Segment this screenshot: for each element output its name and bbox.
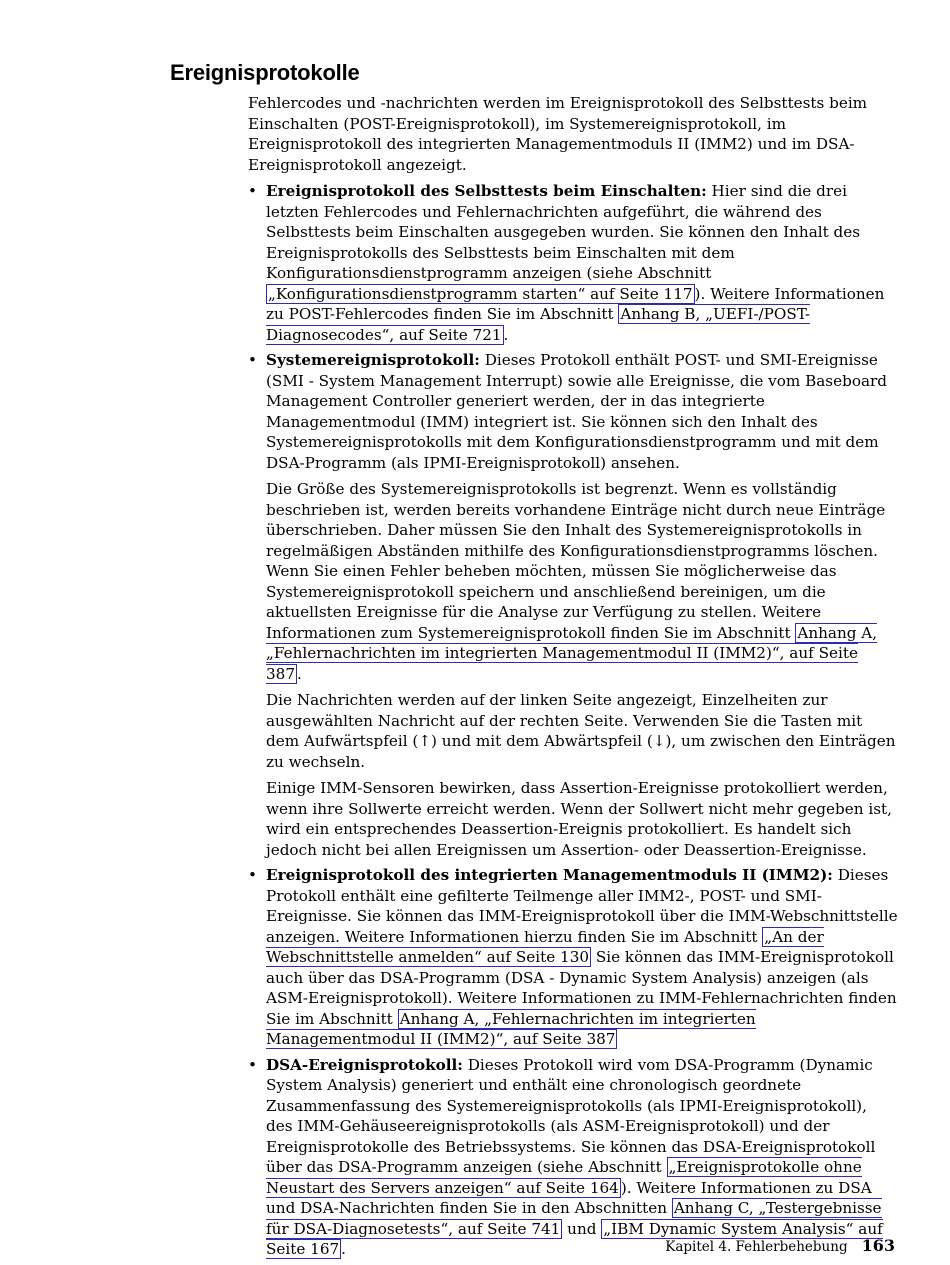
paragraph: Die Nachrichten werden auf der linken Seite angezeigt, Einzelheiten zur ausgewählten Nachricht auf der rechten Seite. Verwenden Sie die Tasten mit dem Aufwärtspfeil (↑) und mit dem Abwärtspfeil (↓), um zwischen den Einträgen zu wechseln.	[266, 691, 896, 771]
page-number: 163	[861, 1236, 895, 1255]
item-title: Systemereignisprotokoll:	[266, 351, 480, 369]
cross-reference-link[interactable]: Anhang C, „Testergebnisse für DSA-Diagnosetests“, auf Seite 741	[266, 1199, 882, 1238]
list-item-post-log: • Ereignisprotokoll des Selbsttests beim Einschalten: Hier sind die drei letzten Fehlercodes und Fehlernachrichten aufgeführt, die während des Selbsttests beim Einschalten ausgegeben wurden. Sie können den Inhalt des Ereignisprotokolls des Selbsttests beim Einschalten mit dem Konfigurationsdienstprogramm anzeigen (siehe Abschnitt „Konfigurationsdienstprogramm starten“ auf Seite 117 ). Weitere Informationen zu POST-Fehlercodes finden Sie im Abschnitt Anhang B, „UEFI-/POST-Diagnosecodes“, auf Seite 721 .	[248, 181, 898, 345]
item-title: Ereignisprotokoll des integrierten Managementmoduls II (IMM2):	[266, 866, 833, 884]
paragraph: Einige IMM-Sensoren bewirken, dass Assertion-Ereignisse protokolliert werden, wenn ihre Sollwerte erreicht werden. Wenn der Sollwert nicht mehr gegeben ist, wird ein entsprechendes Deassertion-Ereignis protokolliert. Es handelt sich jedoch nicht bei allen Ereignissen um Assertion- oder Deassertion-Ereignisse.	[266, 779, 892, 859]
list-item-system-event-log: • Systemereignisprotokoll: Dieses Protokoll enthält POST- und SMI-Ereignisse (SMI - System Management Interrupt) sowie alle Ereignisse, die vom Baseboard Management Controller generiert werden, der in das integrierte Managementmodul (IMM) integriert ist. Sie können sich den Inhalt des Systemereignisprotokolls mit dem Konfigurationsdienstprogramm und mit dem DSA-Programm (als IPMI-Ereignisprotokoll) ansehen. Die Größe des Systemereignisprotokolls ist begrenzt. Wenn es vollständig beschrieben ist, werden bereits vorhandene Einträge nicht durch neue Einträge überschrieben. Daher müssen Sie den Inhalt des Systemereignisprotokolls in regelmäßigen Abständen mithilfe des Konfigurationsdienstprogramms löschen. Wenn Sie einen Fehler beheben möchten, müssen Sie möglicherweise das Systemereignisprotokoll speichern und anschließend bereinigen, um die aktuellsten Ereignisse für die Analyse zur Verfügung zu stellen. Weitere Informationen zum Systemereignisprotokoll finden Sie im Abschnitt Anhang A, „Fehlernachrichten im integrierten Managementmodul II (IMM2)“, auf Seite 387 . Die Nachrichten werden auf der linken Seite angezeigt, Einzelheiten zur ausgewählten Nachricht auf der rechten Seite. Verwenden Sie die Tasten mit dem Aufwärtspfeil (↑) und mit dem Abwärtspfeil (↓), um zwischen den Einträgen zu wechseln. Einige IMM-Sensoren bewirken, dass Assertion-Ereignisse protokolliert werden, wenn ihre Sollwerte erreicht werden. Wenn der Sollwert nicht mehr gegeben ist, wird ein entsprechendes Deassertion-Ereignis protokolliert. Es handelt sich jedoch nicht bei allen Ereignissen um Assertion- oder Deassertion-Ereignisse.	[248, 350, 898, 860]
list-item-imm2-log: • Ereignisprotokoll des integrierten Managementmoduls II (IMM2): Dieses Protokoll enthält eine gefilterte Teilmenge aller IMM2-, POST- und SMI-Ereignisse. Sie können das IMM-Ereignisprotokoll über die IMM-Webschnittstelle anzeigen. Weitere Informationen hierzu finden Sie im Abschnitt „An der Webschnittstelle anmelden“ auf Seite 130 Sie können das IMM-Ereignisprotokoll auch über das DSA-Programm (DSA - Dynamic System Analysis) anzeigen (als ASM-Ereignisprotokoll). Weitere Informationen zu IMM-Fehlernachrichten finden Sie im Abschnitt Anhang A, „Fehlernachrichten im integrierten Managementmodul II (IMM2)“, auf Seite 387	[248, 865, 898, 1050]
cross-reference-link[interactable]: „An der Webschnittstelle anmelden“ auf Seite 130	[266, 927, 824, 966]
cross-reference-link[interactable]: Anhang A, „Fehlernachrichten im integrierten Managementmodul II (IMM2)“, auf Seite 387	[266, 1009, 756, 1048]
section-heading: Ereignisprotokolle	[170, 60, 360, 85]
page-footer	[665, 1236, 895, 1255]
intro-paragraph: Fehlercodes und -nachrichten werden im Ereignisprotokoll des Selbsttests beim Einschalten (POST-Ereignisprotokoll), im Systemereignisprotokoll, im Ereignisprotokoll des integrierten Managementmoduls II (IMM2) und im DSA-Ereignisprotokoll angezeigt.	[248, 94, 868, 174]
log-list	[248, 181, 898, 1260]
cross-reference-link[interactable]: Anhang B, „UEFI-/POST-Diagnosecodes“, auf Seite 721	[266, 305, 811, 344]
item-title: Ereignisprotokoll des Selbsttests beim Einschalten:	[266, 182, 707, 200]
cross-reference-link[interactable]: Anhang A, „Fehlernachrichten im integrierten Managementmodul II (IMM2)“, auf Seite 387	[266, 623, 878, 683]
list-item-dsa-log: • DSA-Ereignisprotokoll: Dieses Protokoll wird vom DSA-Programm (Dynamic System Analysis) generiert und enthält eine chronologisch geordnete Zusammenfassung des Systemereignisprotokolls (als IPMI-Ereignisprotokoll), des IMM-Gehäuseereignisprotokolls (als ASM-Ereignisprotokoll) und der Ereignisprotokolle des Betriebssystems. Sie können das DSA-Ereignisprotokoll über das DSA-Programm anzeigen (siehe Abschnitt „Ereignisprotokolle ohne Neustart des Servers anzeigen“ auf Seite 164 ). Weitere Informationen zu DSA und DSA-Nachrichten finden Sie in den Abschnitten Anhang C, „Testergebnisse für DSA-Diagnosetests“, auf Seite 741 und „IBM Dynamic System Analysis“ auf Seite 167 .	[248, 1055, 898, 1260]
section-body	[248, 93, 898, 1265]
footer-chapter: Kapitel 4. Fehlerbehebung	[665, 1239, 848, 1255]
cross-reference-link[interactable]: „IBM Dynamic System Analysis“ auf Seite 167	[266, 1219, 883, 1258]
item-title: DSA-Ereignisprotokoll:	[266, 1055, 463, 1074]
cross-reference-link[interactable]: „Ereignisprotokolle ohne Neustart des Servers anzeigen“ auf Seite 164	[266, 1158, 862, 1197]
cross-reference-link[interactable]: „Konfigurationsdienstprogramm starten“ auf Seite 117	[268, 284, 693, 303]
